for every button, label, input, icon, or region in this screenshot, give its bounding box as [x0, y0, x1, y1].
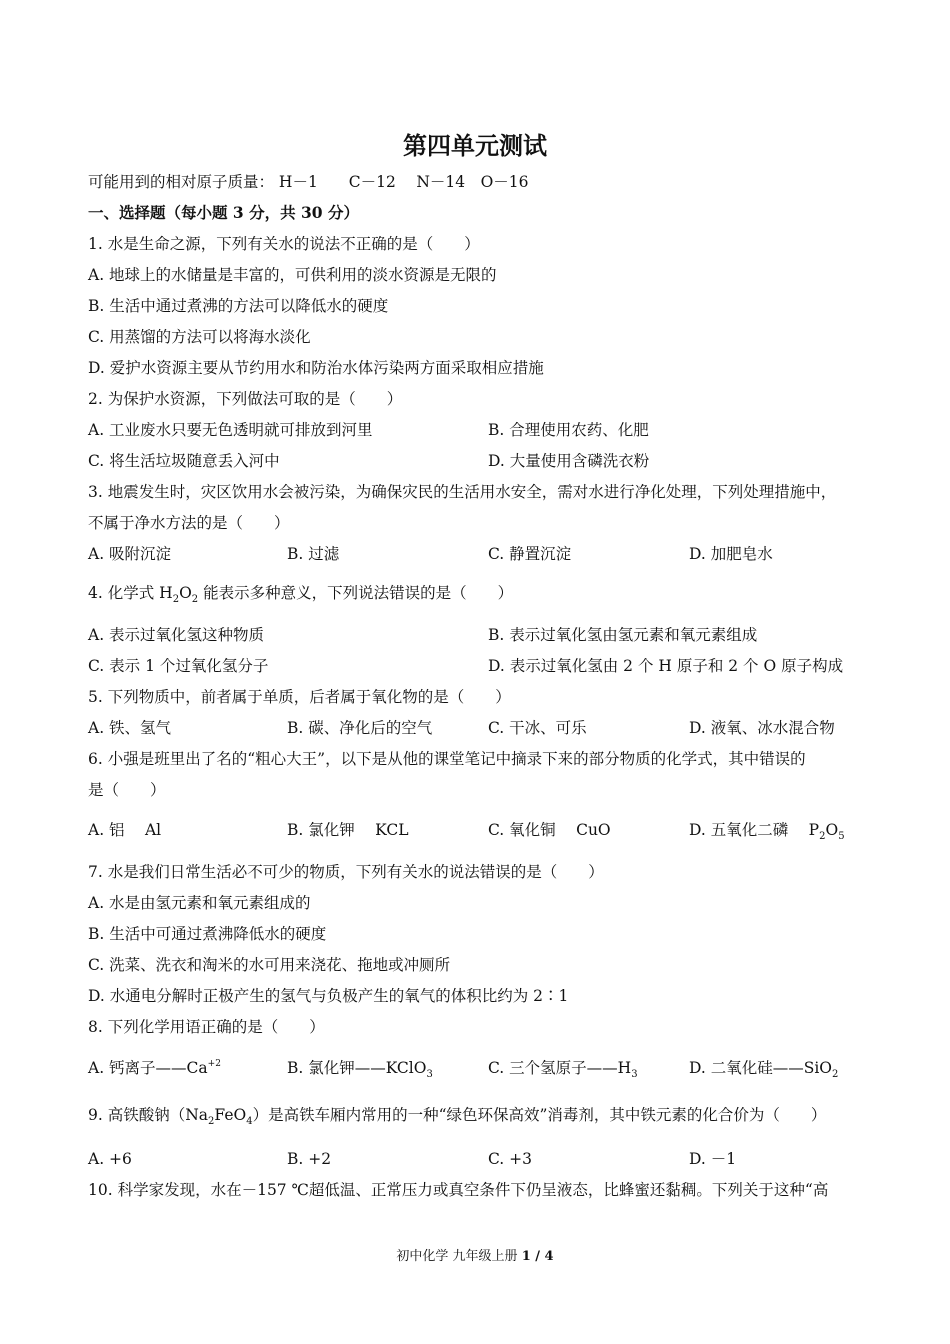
atomic-mass-line: 可能用到的相对原子质量： H－1 C－12 N－14 O－16 [88, 173, 529, 191]
q4-option-d: D. 表示过氧化氢由 2 个 H 原子和 2 个 O 原子构成 [488, 657, 844, 675]
q8-option-a [88, 1058, 221, 1078]
q4-stem-prefix: 4. 化学式 [88, 584, 160, 602]
q4-stem [88, 583, 513, 603]
q9-option-c: C. +3 [488, 1150, 533, 1168]
na2feo4-formula: $Na_2FeO_4$ [185, 1106, 253, 1127]
section-heading: 一、选择题（每小题 3 分，共 30 分） [88, 203, 359, 222]
q8-option-c-text: C. 三个氢原子——H [488, 1059, 632, 1077]
q9-option-a: A. +6 [88, 1150, 132, 1168]
q4-option-a: A. 表示过氧化氢这种物质 [88, 626, 265, 644]
q9-stem [88, 1105, 826, 1125]
q10-stem: 10. 科学家发现，水在－157 ℃超低温、正常压力或真空条件下仍呈液态，比蜂蜜还黏稠。下列关于这种“高 [88, 1181, 829, 1199]
q2-option-c: C. 将生活垃圾随意丢入河中 [88, 452, 280, 470]
q1-option-c: C. 用蒸馏的方法可以将海水淡化 [88, 328, 311, 346]
q9-stem-prefix: 9. 高铁酸钠（ [88, 1106, 186, 1124]
q8-stem: 8. 下列化学用语正确的是（ ） [88, 1018, 325, 1036]
page-number: 1 / 4 [521, 1249, 554, 1264]
q5-option-d: D. 液氧、冰水混合物 [689, 719, 835, 737]
q8-option-d [689, 1058, 838, 1078]
q7-option-a: A. 水是由氢元素和氧元素组成的 [88, 894, 311, 912]
q3-option-c: C. 静置沉淀 [488, 545, 572, 563]
h2o2-formula: $H_2O_2$ [159, 584, 199, 605]
q6-option-c: C. 氧化铜 CuO [488, 821, 611, 839]
q5-option-a: A. 铁、氢气 [88, 719, 172, 737]
q8-option-a-text: A. 钙离子——Ca [88, 1059, 208, 1077]
q1-option-a: A. 地球上的水储量是丰富的，可供利用的淡水资源是无限的 [88, 266, 497, 284]
q7-option-b: B. 生活中可通过煮沸降低水的硬度 [88, 925, 327, 943]
q6-stem-line1: 6. 小强是班里出了名的“粗心大王”，以下是从他的课堂笔记中摘录下来的部分物质的化学式，其中错误的 [88, 750, 806, 768]
q8-option-c [488, 1058, 638, 1078]
q3-option-d: D. 加肥皂水 [689, 545, 773, 563]
q2-stem: 2. 为保护水资源，下列做法可取的是（ ） [88, 390, 403, 408]
q4-option-c: C. 表示 1 个过氧化氢分子 [88, 657, 269, 675]
q4-option-b: B. 表示过氧化氢由氢元素和氧元素组成 [488, 626, 758, 644]
q1-option-d: D. 爱护水资源主要从节约用水和防治水体污染两方面采取相应措施 [88, 359, 544, 377]
q6-option-d [689, 820, 845, 840]
q8-option-d-sub: 2 [832, 1069, 839, 1080]
q2-option-d: D. 大量使用含磷洗衣粉 [488, 452, 650, 470]
q1-stem: 1. 水是生命之源，下列有关水的说法不正确的是（ ） [88, 235, 480, 253]
q6-option-b: B. 氯化钾 KCL [287, 821, 409, 839]
page-footer [0, 1245, 950, 1264]
q3-option-b: B. 过滤 [287, 545, 340, 563]
q7-stem: 7. 水是我们日常生活必不可少的物质，下列有关水的说法错误的是（ ） [88, 863, 604, 881]
q8-option-b [287, 1058, 433, 1078]
q6-option-a: A. 铝 Al [88, 821, 162, 839]
q5-option-c: C. 干冰、可乐 [488, 719, 587, 737]
q9-option-d: D. －1 [689, 1150, 737, 1168]
q6-stem-line2: 是（ ） [88, 781, 166, 799]
q6-option-d-label: D. 五氧化二磷 [689, 821, 809, 839]
q3-stem-line2: 不属于净水方法的是（ ） [88, 514, 290, 532]
q7-option-c: C. 洗菜、洗衣和淘米的水可用来浇花、拖地或冲厕所 [88, 956, 451, 974]
q9-option-b: B. +2 [287, 1150, 332, 1168]
q8-option-d-text: D. 二氧化硅——SiO [689, 1059, 833, 1077]
q1-option-b: B. 生活中通过煮沸的方法可以降低水的硬度 [88, 297, 389, 315]
q3-option-a: A. 吸附沉淀 [88, 545, 172, 563]
q8-option-b-text: B. 氯化钾——KClO [287, 1059, 427, 1077]
q8-option-c-sub: 3 [631, 1069, 638, 1080]
q9-stem-suffix: ）是高铁车厢内常用的一种“绿色环保高效”消毒剂，其中铁元素的化合价为（ ） [252, 1106, 827, 1124]
footer-label: 初中化学 九年级上册 [396, 1249, 522, 1264]
q2-option-a: A. 工业废水只要无色透明就可排放到河里 [88, 421, 373, 439]
q8-option-b-sub: 3 [426, 1069, 433, 1080]
p2o5-formula: $P_2O_5$ [808, 821, 845, 842]
q5-stem: 5. 下列物质中，前者属于单质，后者属于氧化物的是（ ） [88, 688, 511, 706]
q5-option-b: B. 碳、净化后的空气 [287, 719, 433, 737]
page-title: 第四单元测试 [403, 131, 547, 160]
q7-option-d: D. 水通电分解时正极产生的氢气与负极产生的氧气的体积比约为 2∶1 [88, 987, 569, 1005]
q2-option-b: B. 合理使用农药、化肥 [488, 421, 649, 439]
q3-stem-line1: 3. 地震发生时，灾区饮用水会被污染，为确保灾民的生活用水安全，需对水进行净化处理，下列处理措施中， [88, 483, 837, 501]
q8-option-a-charge: +2 [207, 1059, 221, 1069]
q4-stem-suffix: 能表示多种意义，下列说法错误的是（ ） [198, 584, 514, 602]
